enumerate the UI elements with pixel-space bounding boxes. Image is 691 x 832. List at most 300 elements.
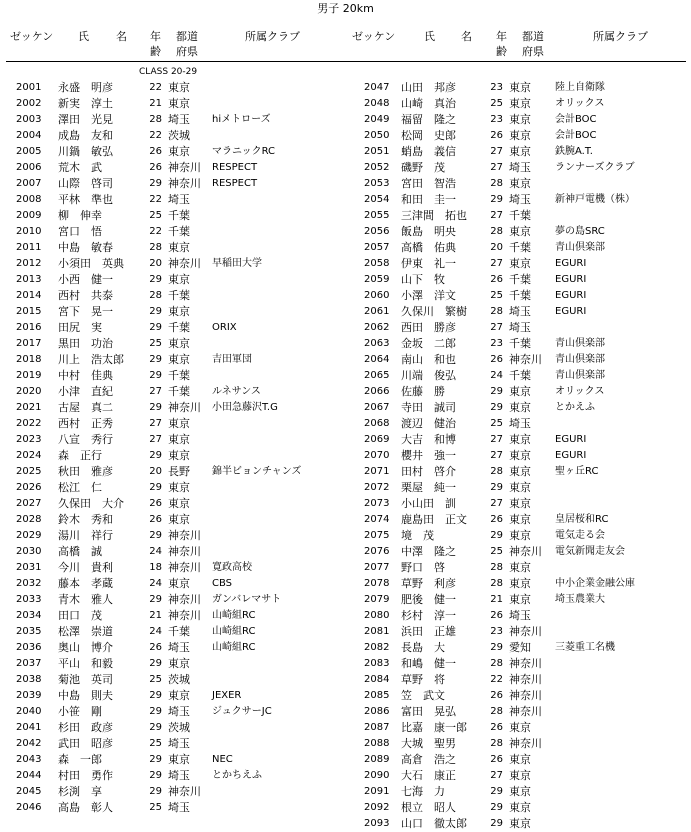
table-row <box>0 304 345 320</box>
header-bib: ゼッケン <box>352 30 396 43</box>
runner-age: 29 <box>149 322 162 333</box>
bib-number: 2048 <box>364 98 390 109</box>
runner-age: 22 <box>149 226 162 237</box>
runner-prefecture: 東京 <box>168 481 190 494</box>
runner-prefecture: 東京 <box>168 241 190 254</box>
runner-prefecture: 神奈川 <box>509 705 542 718</box>
table-row <box>0 416 345 432</box>
runner-age: 23 <box>490 114 503 125</box>
table-row <box>0 448 345 464</box>
header-age-top: 年 <box>150 30 161 43</box>
runner-prefecture: 神奈川 <box>509 737 542 750</box>
runner-age: 29 <box>149 658 162 669</box>
bib-number: 2025 <box>16 466 42 477</box>
bib-number: 2090 <box>364 770 390 781</box>
bib-number: 2047 <box>364 82 390 93</box>
runner-club: 錦半ビョンチャンズ <box>212 466 302 477</box>
table-row <box>0 80 345 96</box>
runner-age: 29 <box>490 818 503 829</box>
runner-prefecture: 神奈川 <box>168 785 201 798</box>
header-pref-bottom: 府県 <box>522 45 544 58</box>
runner-name: 新実 淳土 <box>58 97 113 110</box>
table-row <box>0 144 345 160</box>
bib-number: 2069 <box>364 434 390 445</box>
runner-club: EGURI <box>555 450 587 461</box>
bib-number: 2078 <box>364 578 390 589</box>
bib-number: 2038 <box>16 674 42 685</box>
bib-number: 2022 <box>16 418 42 429</box>
runner-prefecture: 神奈川 <box>509 689 542 702</box>
bib-number: 2046 <box>16 802 42 813</box>
table-row <box>0 672 345 688</box>
bib-number: 2006 <box>16 162 42 173</box>
runner-prefecture: 埼玉 <box>509 321 531 334</box>
runner-name: 高倉 浩之 <box>401 753 456 766</box>
runner-club: 小田急藤沢T.G <box>212 402 278 413</box>
runner-prefecture: 茨城 <box>168 673 190 686</box>
bib-number: 2040 <box>16 706 42 717</box>
table-row <box>352 400 688 416</box>
runner-name: 宮田 智浩 <box>401 177 456 190</box>
runner-name: 中島 則夫 <box>58 689 113 702</box>
bib-number: 2028 <box>16 514 42 525</box>
runner-age: 29 <box>490 194 503 205</box>
table-row <box>0 336 345 352</box>
runner-age: 29 <box>149 722 162 733</box>
runner-age: 29 <box>149 594 162 605</box>
runner-age: 26 <box>490 722 503 733</box>
runner-prefecture: 埼玉 <box>509 609 531 622</box>
bib-number: 2086 <box>364 706 390 717</box>
runner-age: 29 <box>149 274 162 285</box>
runner-age: 28 <box>490 738 503 749</box>
table-row <box>0 464 345 480</box>
runner-age: 29 <box>149 770 162 781</box>
runner-prefecture: 東京 <box>509 593 531 606</box>
table-row <box>352 128 688 144</box>
runner-name: 小澤 洋文 <box>401 289 456 302</box>
runner-prefecture: 東京 <box>168 513 190 526</box>
runner-prefecture: 神奈川 <box>168 561 201 574</box>
table-row <box>352 192 688 208</box>
bib-number: 2043 <box>16 754 42 765</box>
runner-prefecture: 埼玉 <box>509 417 531 430</box>
runner-name: 杉渕 享 <box>58 785 102 798</box>
bib-number: 2080 <box>364 610 390 621</box>
header-name-given: 名 <box>116 30 127 43</box>
runner-age: 20 <box>490 242 503 253</box>
table-row <box>0 752 345 768</box>
runner-prefecture: 東京 <box>509 177 531 190</box>
runner-name: 蛸島 義信 <box>401 145 456 158</box>
table-row <box>352 384 688 400</box>
bib-number: 2003 <box>16 114 42 125</box>
runner-age: 28 <box>490 658 503 669</box>
runner-prefecture: 埼玉 <box>168 737 190 750</box>
runner-club: 山崎組RC <box>212 642 256 653</box>
runner-prefecture: 千葉 <box>509 209 531 222</box>
runner-prefecture: 東京 <box>509 81 531 94</box>
bib-number: 2060 <box>364 290 390 301</box>
runner-age: 24 <box>149 626 162 637</box>
runner-prefecture: 東京 <box>509 97 531 110</box>
runner-prefecture: 東京 <box>509 497 531 510</box>
runner-name: 松澤 崇道 <box>58 625 113 638</box>
runner-name: 菊池 英司 <box>58 673 113 686</box>
runner-club: 皇居桜和RC <box>555 514 609 525</box>
runner-name: 草野 将 <box>401 673 445 686</box>
runner-club: 山崎組RC <box>212 610 256 621</box>
runner-club: ORIX <box>212 322 237 333</box>
runner-prefecture: 東京 <box>509 465 531 478</box>
runner-prefecture: 東京 <box>509 129 531 142</box>
runner-prefecture: 東京 <box>168 657 190 670</box>
runner-age: 29 <box>149 754 162 765</box>
bib-number: 2066 <box>364 386 390 397</box>
table-row <box>352 272 688 288</box>
runner-age: 28 <box>149 114 162 125</box>
header-pref-bottom: 府県 <box>176 45 198 58</box>
table-row <box>0 288 345 304</box>
runner-prefecture: 埼玉 <box>509 193 531 206</box>
runner-club: CBS <box>212 578 233 589</box>
runner-prefecture: 東京 <box>509 481 531 494</box>
runner-prefecture: 千葉 <box>168 289 190 302</box>
bib-number: 2059 <box>364 274 390 285</box>
runner-name: 山際 啓司 <box>58 177 113 190</box>
bib-number: 2068 <box>364 418 390 429</box>
table-row <box>0 192 345 208</box>
bib-number: 2010 <box>16 226 42 237</box>
runner-prefecture: 東京 <box>168 337 190 350</box>
table-row <box>0 160 345 176</box>
bib-number: 2054 <box>364 194 390 205</box>
runner-age: 22 <box>149 130 162 141</box>
runner-age: 29 <box>490 642 503 653</box>
bib-number: 2042 <box>16 738 42 749</box>
bib-number: 2019 <box>16 370 42 381</box>
table-row <box>0 400 345 416</box>
bib-number: 2085 <box>364 690 390 701</box>
table-row <box>352 432 688 448</box>
runner-name: 山田 邦彦 <box>401 81 456 94</box>
table-row <box>0 240 345 256</box>
table-row <box>352 464 688 480</box>
runner-age: 23 <box>490 626 503 637</box>
runner-age: 29 <box>490 402 503 413</box>
table-row <box>352 352 688 368</box>
bib-number: 2070 <box>364 450 390 461</box>
runner-club: 青山倶楽部 <box>555 354 605 365</box>
runner-name: 奥山 博介 <box>58 641 113 654</box>
table-row <box>352 144 688 160</box>
table-row <box>352 368 688 384</box>
header-age-bottom: 齢 <box>496 45 507 58</box>
table-row <box>352 336 688 352</box>
runner-prefecture: 千葉 <box>168 209 190 222</box>
runner-club: 青山倶楽部 <box>555 370 605 381</box>
runner-age: 25 <box>490 418 503 429</box>
runner-prefecture: 東京 <box>168 81 190 94</box>
runner-name: 山崎 真治 <box>401 97 456 110</box>
runner-club: 青山倶楽部 <box>555 338 605 349</box>
runner-age: 26 <box>149 146 162 157</box>
runner-age: 29 <box>149 402 162 413</box>
runner-club: EGURI <box>555 258 587 269</box>
runner-name: 久保田 大介 <box>58 497 124 510</box>
header-pref-top: 都道 <box>176 30 198 43</box>
bib-number: 2002 <box>16 98 42 109</box>
runner-name: 飯島 明央 <box>401 225 456 238</box>
runner-age: 27 <box>490 210 503 221</box>
header-divider <box>6 61 686 62</box>
runner-club: 山崎組RC <box>212 626 256 637</box>
runner-prefecture: 東京 <box>509 753 531 766</box>
runner-name: 青木 雅人 <box>58 593 113 606</box>
header-club: 所属クラブ <box>593 30 648 43</box>
runner-age: 29 <box>149 306 162 317</box>
runner-prefecture: 神奈川 <box>168 609 201 622</box>
runner-prefecture: 千葉 <box>168 625 190 638</box>
runner-name: 小山田 訓 <box>401 497 456 510</box>
runner-age: 27 <box>490 450 503 461</box>
bib-number: 2018 <box>16 354 42 365</box>
runner-age: 27 <box>149 418 162 429</box>
header-name-given: 名 <box>461 30 472 43</box>
runner-age: 26 <box>490 610 503 621</box>
bib-number: 2045 <box>16 786 42 797</box>
runner-prefecture: 千葉 <box>168 225 190 238</box>
runner-name: 川鍋 敏弘 <box>58 145 113 158</box>
left-entry-list <box>0 80 345 816</box>
table-row <box>352 480 688 496</box>
runner-name: 村田 勇作 <box>58 769 113 782</box>
runner-prefecture: 東京 <box>509 817 531 830</box>
table-row <box>352 592 688 608</box>
runner-prefecture: 神奈川 <box>168 161 201 174</box>
table-row <box>352 544 688 560</box>
runner-club: 三菱重工名機 <box>555 642 615 653</box>
runner-age: 26 <box>490 690 503 701</box>
runner-name: 渡辺 健治 <box>401 417 456 430</box>
runner-age: 25 <box>490 98 503 109</box>
runner-age: 29 <box>149 786 162 797</box>
runner-prefecture: 東京 <box>509 225 531 238</box>
runner-prefecture: 東京 <box>509 449 531 462</box>
table-row <box>0 688 345 704</box>
bib-number: 2089 <box>364 754 390 765</box>
runner-age: 28 <box>149 290 162 301</box>
runner-prefecture: 東京 <box>509 513 531 526</box>
table-row <box>352 688 688 704</box>
runner-name: 小須田 英典 <box>58 257 124 270</box>
bib-number: 2011 <box>16 242 42 253</box>
table-row <box>352 416 688 432</box>
runner-age: 22 <box>149 82 162 93</box>
bib-number: 2058 <box>364 258 390 269</box>
table-row <box>352 560 688 576</box>
bib-number: 2029 <box>16 530 42 541</box>
table-row <box>0 96 345 112</box>
runner-club: 埼玉農業大 <box>555 594 605 605</box>
runner-club: 夢の島SRC <box>555 226 605 237</box>
runner-name: 西田 勝彦 <box>401 321 456 334</box>
runner-name: 小津 直紀 <box>58 385 113 398</box>
table-row <box>0 208 345 224</box>
page-title: 男子 20km <box>317 2 374 15</box>
runner-age: 27 <box>149 434 162 445</box>
runner-prefecture: 千葉 <box>509 273 531 286</box>
runner-prefecture: 神奈川 <box>168 401 201 414</box>
runner-age: 22 <box>490 674 503 685</box>
table-row <box>0 720 345 736</box>
runner-name: 久保川 繁樹 <box>401 305 467 318</box>
runner-age: 29 <box>149 450 162 461</box>
bib-number: 2032 <box>16 578 42 589</box>
runner-prefecture: 東京 <box>509 145 531 158</box>
table-row <box>352 752 688 768</box>
runner-age: 21 <box>490 594 503 605</box>
runner-prefecture: 愛知 <box>509 641 531 654</box>
runner-club: 聖ヶ丘RC <box>555 466 599 477</box>
runner-name: 境 茂 <box>401 529 434 542</box>
bib-number: 2088 <box>364 738 390 749</box>
bib-number: 2012 <box>16 258 42 269</box>
table-row <box>0 544 345 560</box>
bib-number: 2073 <box>364 498 390 509</box>
runner-name: 杉村 淳一 <box>401 609 456 622</box>
runner-prefecture: 神奈川 <box>509 625 542 638</box>
runner-club: 陸上自衛隊 <box>555 82 605 93</box>
runner-prefecture: 茨城 <box>168 129 190 142</box>
runner-club: ガンバレマサト <box>212 594 282 605</box>
runner-name: 高橋 佑典 <box>401 241 456 254</box>
runner-age: 29 <box>149 178 162 189</box>
runner-club: RESPECT <box>212 178 258 189</box>
bib-number: 2008 <box>16 194 42 205</box>
bib-number: 2005 <box>16 146 42 157</box>
runner-club: 鉄腕A.T. <box>555 146 593 157</box>
runner-name: 西村 正秀 <box>58 417 113 430</box>
table-row <box>352 176 688 192</box>
runner-name: 杉田 政彦 <box>58 721 113 734</box>
runner-club: 吉田軍団 <box>212 354 252 365</box>
runner-name: 松江 仁 <box>58 481 102 494</box>
runner-name: 山口 徹太郎 <box>401 817 467 830</box>
table-row <box>352 816 688 832</box>
runner-name: 大城 聖男 <box>401 737 456 750</box>
runner-name: 草野 利彦 <box>401 577 456 590</box>
table-row <box>352 288 688 304</box>
table-row <box>0 368 345 384</box>
runner-club: EGURI <box>555 290 587 301</box>
runner-age: 22 <box>149 194 162 205</box>
table-row <box>352 528 688 544</box>
runner-age: 28 <box>149 242 162 253</box>
runner-club: ルネサンス <box>212 386 261 397</box>
runner-name: 小笹 剛 <box>58 705 102 718</box>
table-row <box>0 624 345 640</box>
runner-age: 26 <box>149 642 162 653</box>
runner-prefecture: 東京 <box>509 785 531 798</box>
runner-prefecture: 東京 <box>509 577 531 590</box>
runner-club: 中小企業金融公庫 <box>555 578 635 589</box>
runner-name: 中村 佳典 <box>58 369 113 382</box>
runner-name: 田尻 実 <box>58 321 102 334</box>
runner-prefecture: 東京 <box>168 449 190 462</box>
runner-club: オリックス <box>555 98 605 109</box>
runner-club: 電気走る会 <box>555 530 605 541</box>
runner-age: 20 <box>149 258 162 269</box>
bib-number: 2021 <box>16 402 42 413</box>
runner-prefecture: 千葉 <box>509 369 531 382</box>
runner-age: 25 <box>490 290 503 301</box>
runner-age: 27 <box>490 322 503 333</box>
runner-prefecture: 埼玉 <box>509 305 531 318</box>
runner-club: 電気新聞走友会 <box>555 546 625 557</box>
runner-age: 27 <box>149 386 162 397</box>
runner-name: 川端 俊弘 <box>401 369 456 382</box>
runner-prefecture: 東京 <box>168 689 190 702</box>
runner-name: 宮口 悟 <box>58 225 102 238</box>
runner-name: 野口 啓 <box>401 561 445 574</box>
runner-age: 23 <box>490 338 503 349</box>
runner-name: 福留 隆之 <box>401 113 456 126</box>
runner-name: 金坂 二郎 <box>401 337 456 350</box>
runner-name: 三津間 拓也 <box>401 209 467 222</box>
runner-prefecture: 東京 <box>168 577 190 590</box>
runner-age: 27 <box>490 498 503 509</box>
header-pref-top: 都道 <box>522 30 544 43</box>
runner-club: ランナーズクラブ <box>555 162 635 173</box>
runner-prefecture: 千葉 <box>168 369 190 382</box>
runner-name: 佐藤 勝 <box>401 385 445 398</box>
table-row <box>352 608 688 624</box>
table-row <box>0 656 345 672</box>
table-row <box>0 592 345 608</box>
bib-number: 2049 <box>364 114 390 125</box>
runner-age: 27 <box>490 770 503 781</box>
runner-prefecture: 東京 <box>168 97 190 110</box>
bib-number: 2039 <box>16 690 42 701</box>
table-row <box>0 784 345 800</box>
runner-age: 29 <box>490 530 503 541</box>
runner-age: 28 <box>490 306 503 317</box>
runner-name: 大吉 和博 <box>401 433 456 446</box>
runner-name: 松岡 史郎 <box>401 129 456 142</box>
table-row <box>0 640 345 656</box>
bib-number: 2044 <box>16 770 42 781</box>
table-row <box>0 608 345 624</box>
bib-number: 2052 <box>364 162 390 173</box>
runner-prefecture: 千葉 <box>509 337 531 350</box>
runner-age: 25 <box>490 546 503 557</box>
table-row <box>352 720 688 736</box>
header-age-top: 年 <box>496 30 507 43</box>
runner-name: 平山 和毅 <box>58 657 113 670</box>
runner-club: 会計BOC <box>555 114 597 125</box>
runner-age: 25 <box>149 210 162 221</box>
runner-name: 小西 健一 <box>58 273 113 286</box>
bib-number: 2024 <box>16 450 42 461</box>
header-bib: ゼッケン <box>10 30 54 43</box>
runner-prefecture: 埼玉 <box>168 641 190 654</box>
bib-number: 2009 <box>16 210 42 221</box>
table-row <box>352 768 688 784</box>
runner-age: 26 <box>149 498 162 509</box>
bib-number: 2013 <box>16 274 42 285</box>
bib-number: 2072 <box>364 482 390 493</box>
